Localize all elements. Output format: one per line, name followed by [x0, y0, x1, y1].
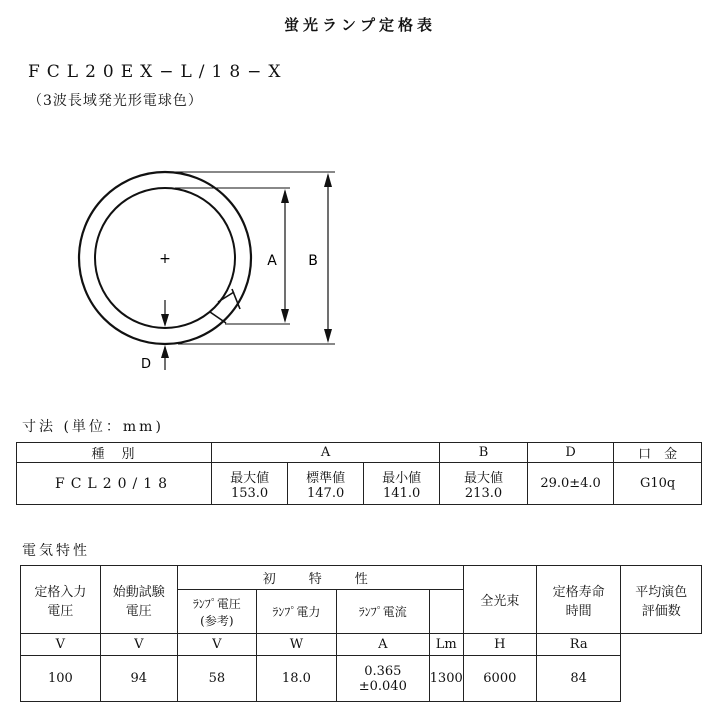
header-start-voltage-line1: 始動試験 [112, 584, 165, 600]
cell-d: 29.0±4.0 [527, 463, 613, 505]
dimension-a-label: A [267, 253, 277, 269]
cell-type: FCL20/18 [17, 463, 212, 505]
dimension-a-arrow-bottom [281, 309, 289, 323]
header-lamp-voltage-line2: (参考) [200, 613, 234, 628]
table-row [21, 656, 702, 702]
value-start-voltage: 94 [100, 656, 177, 702]
value-lamp-power: 18.0 [256, 656, 336, 702]
header-rated-life-line1: 定格寿命 [552, 584, 605, 600]
header-cri [621, 566, 702, 634]
cell-a-std [288, 463, 364, 505]
value-a-min: 141.0 [383, 485, 421, 501]
sub-header-b-max: 最大値 [464, 470, 504, 486]
model-number: FCL20EX−L/18−X [28, 62, 288, 82]
center-mark: + [159, 251, 171, 267]
header-lamp-voltage-line1: ﾗﾝﾌﾟ電圧 [192, 596, 241, 611]
header-start-voltage-line2: 電圧 [125, 603, 152, 619]
table-row [17, 463, 702, 505]
cell-base: G10q [614, 463, 702, 505]
dimension-b-arrow-bottom [324, 329, 332, 343]
value-a-std: 147.0 [307, 485, 345, 501]
header-base: 口 金 [614, 443, 702, 463]
lamp-diagram [0, 165, 360, 385]
header-rated-voltage [21, 566, 101, 634]
unit-lamp-current: A [336, 634, 429, 656]
dimension-b-arrow-top [324, 173, 332, 187]
header-lamp-voltage [177, 590, 256, 634]
header-lamp-current: ﾗﾝﾌﾟ電流 [336, 590, 429, 634]
table-row [21, 566, 702, 590]
value-lamp-current-line2: ±0.040 [358, 678, 407, 694]
value-lamp-current-line1: 0.365 [364, 663, 402, 679]
dimension-a-arrow-top [281, 189, 289, 203]
unit-lamp-voltage: V [177, 634, 256, 656]
sub-header-std: 標準値 [306, 470, 346, 486]
value-cri: 84 [536, 656, 621, 702]
value-a-max: 153.0 [230, 485, 269, 501]
dimension-b-label: B [308, 253, 318, 269]
unit-luminous-flux: Lm [429, 634, 463, 656]
header-a: A [212, 443, 440, 463]
page-title: 蛍光ランプ定格表 [283, 16, 436, 34]
dimension-d-label: D [140, 357, 152, 372]
lamp-connector-line-2 [210, 312, 226, 323]
header-luminous-flux: 全光束 [463, 566, 536, 634]
unit-rated-life: H [463, 634, 536, 656]
unit-start-voltage: V [100, 634, 177, 656]
dimensions-table [16, 442, 702, 505]
sub-header-max: 最大値 [230, 470, 270, 486]
header-rated-voltage-line2: 電圧 [47, 603, 74, 619]
unit-cri: Ra [536, 634, 621, 656]
header-initial-characteristics: 初 特 性 [177, 566, 463, 590]
value-lamp-voltage: 58 [177, 656, 256, 702]
header-rated-life [536, 566, 621, 634]
value-lamp-current [336, 656, 429, 702]
cell-b-max [440, 463, 528, 505]
header-cri-line1: 平均演色 [635, 584, 688, 600]
cell-a-min [364, 463, 440, 505]
header-lamp-power: ﾗﾝﾌﾟ電力 [256, 590, 336, 634]
model-description: （3波長域発光形電球色） [28, 93, 203, 109]
unit-lamp-power: W [256, 634, 336, 656]
value-rated-voltage: 100 [21, 656, 101, 702]
dimensions-section-title: 寸法 (単位：mm) [22, 419, 164, 435]
value-luminous-flux: 1300 [429, 656, 463, 702]
electrical-section-title: 電気特性 [22, 543, 90, 559]
value-rated-life: 6000 [463, 656, 536, 702]
sub-header-min: 最小値 [382, 470, 422, 486]
electrical-table [20, 565, 702, 702]
table-row [17, 443, 702, 463]
header-d: D [527, 443, 613, 463]
table-row [21, 634, 702, 656]
header-b: B [440, 443, 528, 463]
value-b-max: 213.0 [464, 485, 503, 501]
header-rated-life-line2: 時間 [565, 603, 592, 619]
header-start-voltage [100, 566, 177, 634]
header-rated-voltage-line1: 定格入力 [34, 584, 87, 600]
header-type: 種 別 [17, 443, 212, 463]
header-cri-line2: 評価数 [641, 603, 681, 619]
dimension-d-arrow-bottom [161, 345, 169, 358]
cell-a-max [212, 463, 288, 505]
dimension-d-arrow-top [161, 314, 169, 327]
unit-rated-voltage: V [21, 634, 101, 656]
